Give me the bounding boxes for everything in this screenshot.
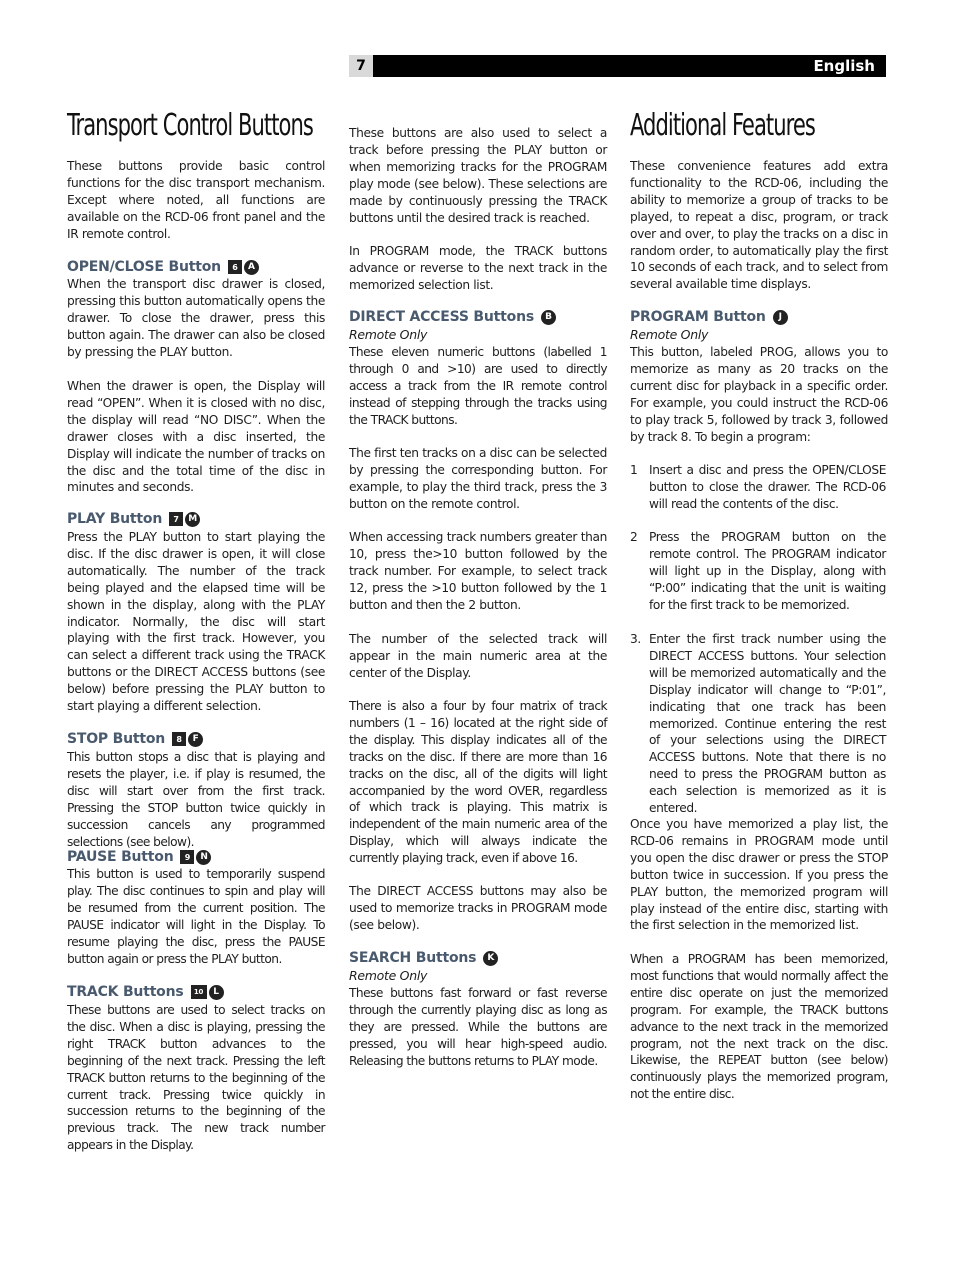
track-heading: TRACK Buttons 10 L <box>67 984 224 1000</box>
remote-ref-badge: M <box>185 512 200 527</box>
open-close-p2: When the drawer is open, the Display will read “OPEN”. When it is closed with no disc, the display will read “NO DISC”. When the drawer closes with a disc inserted, the Display will indicate the number of tracks on the disc and the total time of the disc in minutes and seconds. <box>67 379 325 495</box>
remote-ref-badge: N <box>196 850 211 865</box>
remote-ref-badge: L <box>209 985 224 1000</box>
language-label: English <box>813 57 875 75</box>
direct-access-p4: The number of the selected track will appear in the main numeric area at the center of the Display. <box>349 632 607 680</box>
section-title-transport: Transport Control Buttons <box>67 108 313 143</box>
direct-access-p3: When accessing track numbers greater than 10, press the>10 button followed by the track number. For example, to select track 12, press the >10 button followed by the 1 button and then the 2 button. <box>349 530 607 612</box>
front-panel-ref-badge: 9 <box>180 850 194 864</box>
program-p3: When a PROGRAM has been memorized, most functions that would normally affect the entire disc operate on just the memorized program. For example, the TRACK buttons advance to the next track in the memorized program, not the next track on the disc. Likewise, the REPEAT button (see below) continuously plays the memorized program, not the entire disc. <box>630 952 888 1102</box>
page-number: 7 <box>349 55 373 77</box>
track-continued-p1: These buttons are also used to select a track before pressing the PLAY button or when memorizing tracks for the PROGRAM play mode (see below). These selections are made by continuously pressing the TRACK buttons until the desired track is reached. <box>349 126 607 225</box>
program-p1: This button, labeled PROG, allows you to memorize as many as 20 tracks on the current disc for playback in a specific order. For example, you could instruct the RCD-06 to play track 5, followed by track 3, followed by track 8. To begin a program: <box>630 345 888 444</box>
program-subtitle: Remote Only <box>630 327 709 342</box>
open-close-p1: When the transport disc drawer is closed, pressing this button automatically opens the drawer. To close the drawer, press this button again. The drawer can also be closed by pressing the PLAY button. <box>67 277 325 359</box>
search-heading: SEARCH Buttons K <box>349 950 498 966</box>
program-heading: PROGRAM Button J <box>630 309 788 325</box>
remote-ref-badge: B <box>541 310 556 325</box>
remote-ref-badge: A <box>244 260 259 275</box>
pause-heading: PAUSE Button 9 N <box>67 849 211 865</box>
direct-access-subtitle: Remote Only <box>349 327 428 342</box>
transport-intro: These buttons provide basic control functions for the disc transport mechanism. Except where noted, all functions are available on the RCD-06 front panel and the IR remote control. <box>67 159 325 241</box>
section-title-additional: Additional Features <box>630 108 815 143</box>
pause-p1: This button is used to temporarily suspend play. The disc continues to spin and play will be resumed from the current position. The PAUSE indicator will light in the Display. To resume playing the disc, press the PAUSE button again or press the PLAY button. <box>67 867 325 966</box>
remote-ref-badge: K <box>483 951 498 966</box>
play-heading: PLAY Button 7 M <box>67 511 200 527</box>
front-panel-ref-badge: 7 <box>169 512 183 526</box>
track-continued-p2: In PROGRAM mode, the TRACK buttons advance or reverse to the next track in the memorized selection list. <box>349 244 607 292</box>
front-panel-ref-badge: 10 <box>191 985 207 999</box>
front-panel-ref-badge: 6 <box>228 260 242 274</box>
page-header-bar <box>349 55 886 77</box>
search-p1: These buttons fast forward or fast reverse through the currently playing disc as long as they are pressed. While the buttons are pressed, you will hear high-speed audio. Releasing the buttons returns to PLAY mode. <box>349 986 607 1068</box>
stop-heading: STOP Button 8 F <box>67 731 203 747</box>
remote-ref-badge: F <box>188 732 203 747</box>
remote-ref-badge: J <box>773 310 788 325</box>
front-panel-ref-badge: 8 <box>172 732 186 746</box>
play-p1: Press the PLAY button to start playing the disc. If the disc drawer is open, it will close automatically. The number of the track being played and the elapsed time will be shown in the display, along with the PLAY indicator. Normally, the disc will start playing with the first track. However, you can select a different track using the TRACK buttons or the DIRECT ACCESS buttons (see below) before pressing the PLAY button to start playing a different selection. <box>67 530 325 714</box>
stop-p1: This button stops a disc that is playing and resets the player, i.e. if play is resumed, the disc will start over from the first track. Pressing the STOP button twice quickly in succession cancels any programmed selections (see below). <box>67 750 325 849</box>
direct-access-p5: There is also a four by four matrix of track numbers (1 – 16) located at the right side of the display. This display indicates all of the tracks on the disc. If there are more than 16 tracks on the disc, all of the digits will light accompanied by the word OVER, regardless of which track is playing. This matrix is independent of the main numeric area of the Display, which will always indicate the currently playing track, even if above 16. <box>349 699 607 866</box>
direct-access-heading: DIRECT ACCESS Buttons B <box>349 309 556 325</box>
search-subtitle: Remote Only <box>349 968 428 983</box>
track-p1: These buttons are used to select tracks on the disc. When a disc is playing, pressing the right TRACK button advances to the beginning of the next track. Pressing the left TRACK button returns to the beginning of the current track. Pressing twice quickly in succession returns to the beginning of the previous track. The new track number appears in the Display. <box>67 1003 325 1153</box>
direct-access-p2: The first ten tracks on a disc can be selected by pressing the corresponding button. For example, to play the third track, press the 3 button on the remote control. <box>349 446 608 511</box>
additional-intro: These convenience features add extra functionality to the RCD-06, including the ability to memorize a group of tracks to be played, to repeat a disc, program, or track over and over, to play the tracks on a disc in random order, to automatically play the first 10 seconds of each track, and to select from several available time displays. <box>630 159 888 292</box>
direct-access-p6: The DIRECT ACCESS buttons may also be used to memorize tracks in PROGRAM mode (see below). <box>349 884 607 932</box>
open-close-heading: OPEN/CLOSE Button 6 A <box>67 259 259 275</box>
program-p2: Once you have memorized a play list, the RCD-06 remains in PROGRAM mode until you open the disc drawer or press the STOP button twice in succession. If you press the PLAY button, the memorized program will play instead of the entire disc, starting with the first selection in the memorized list. <box>630 817 888 933</box>
direct-access-p1: These eleven numeric buttons (labelled 1 through 0 and >10) are used to directly access a track from the IR remote control instead of stepping through the tracks using the TRACK buttons. <box>349 345 607 427</box>
